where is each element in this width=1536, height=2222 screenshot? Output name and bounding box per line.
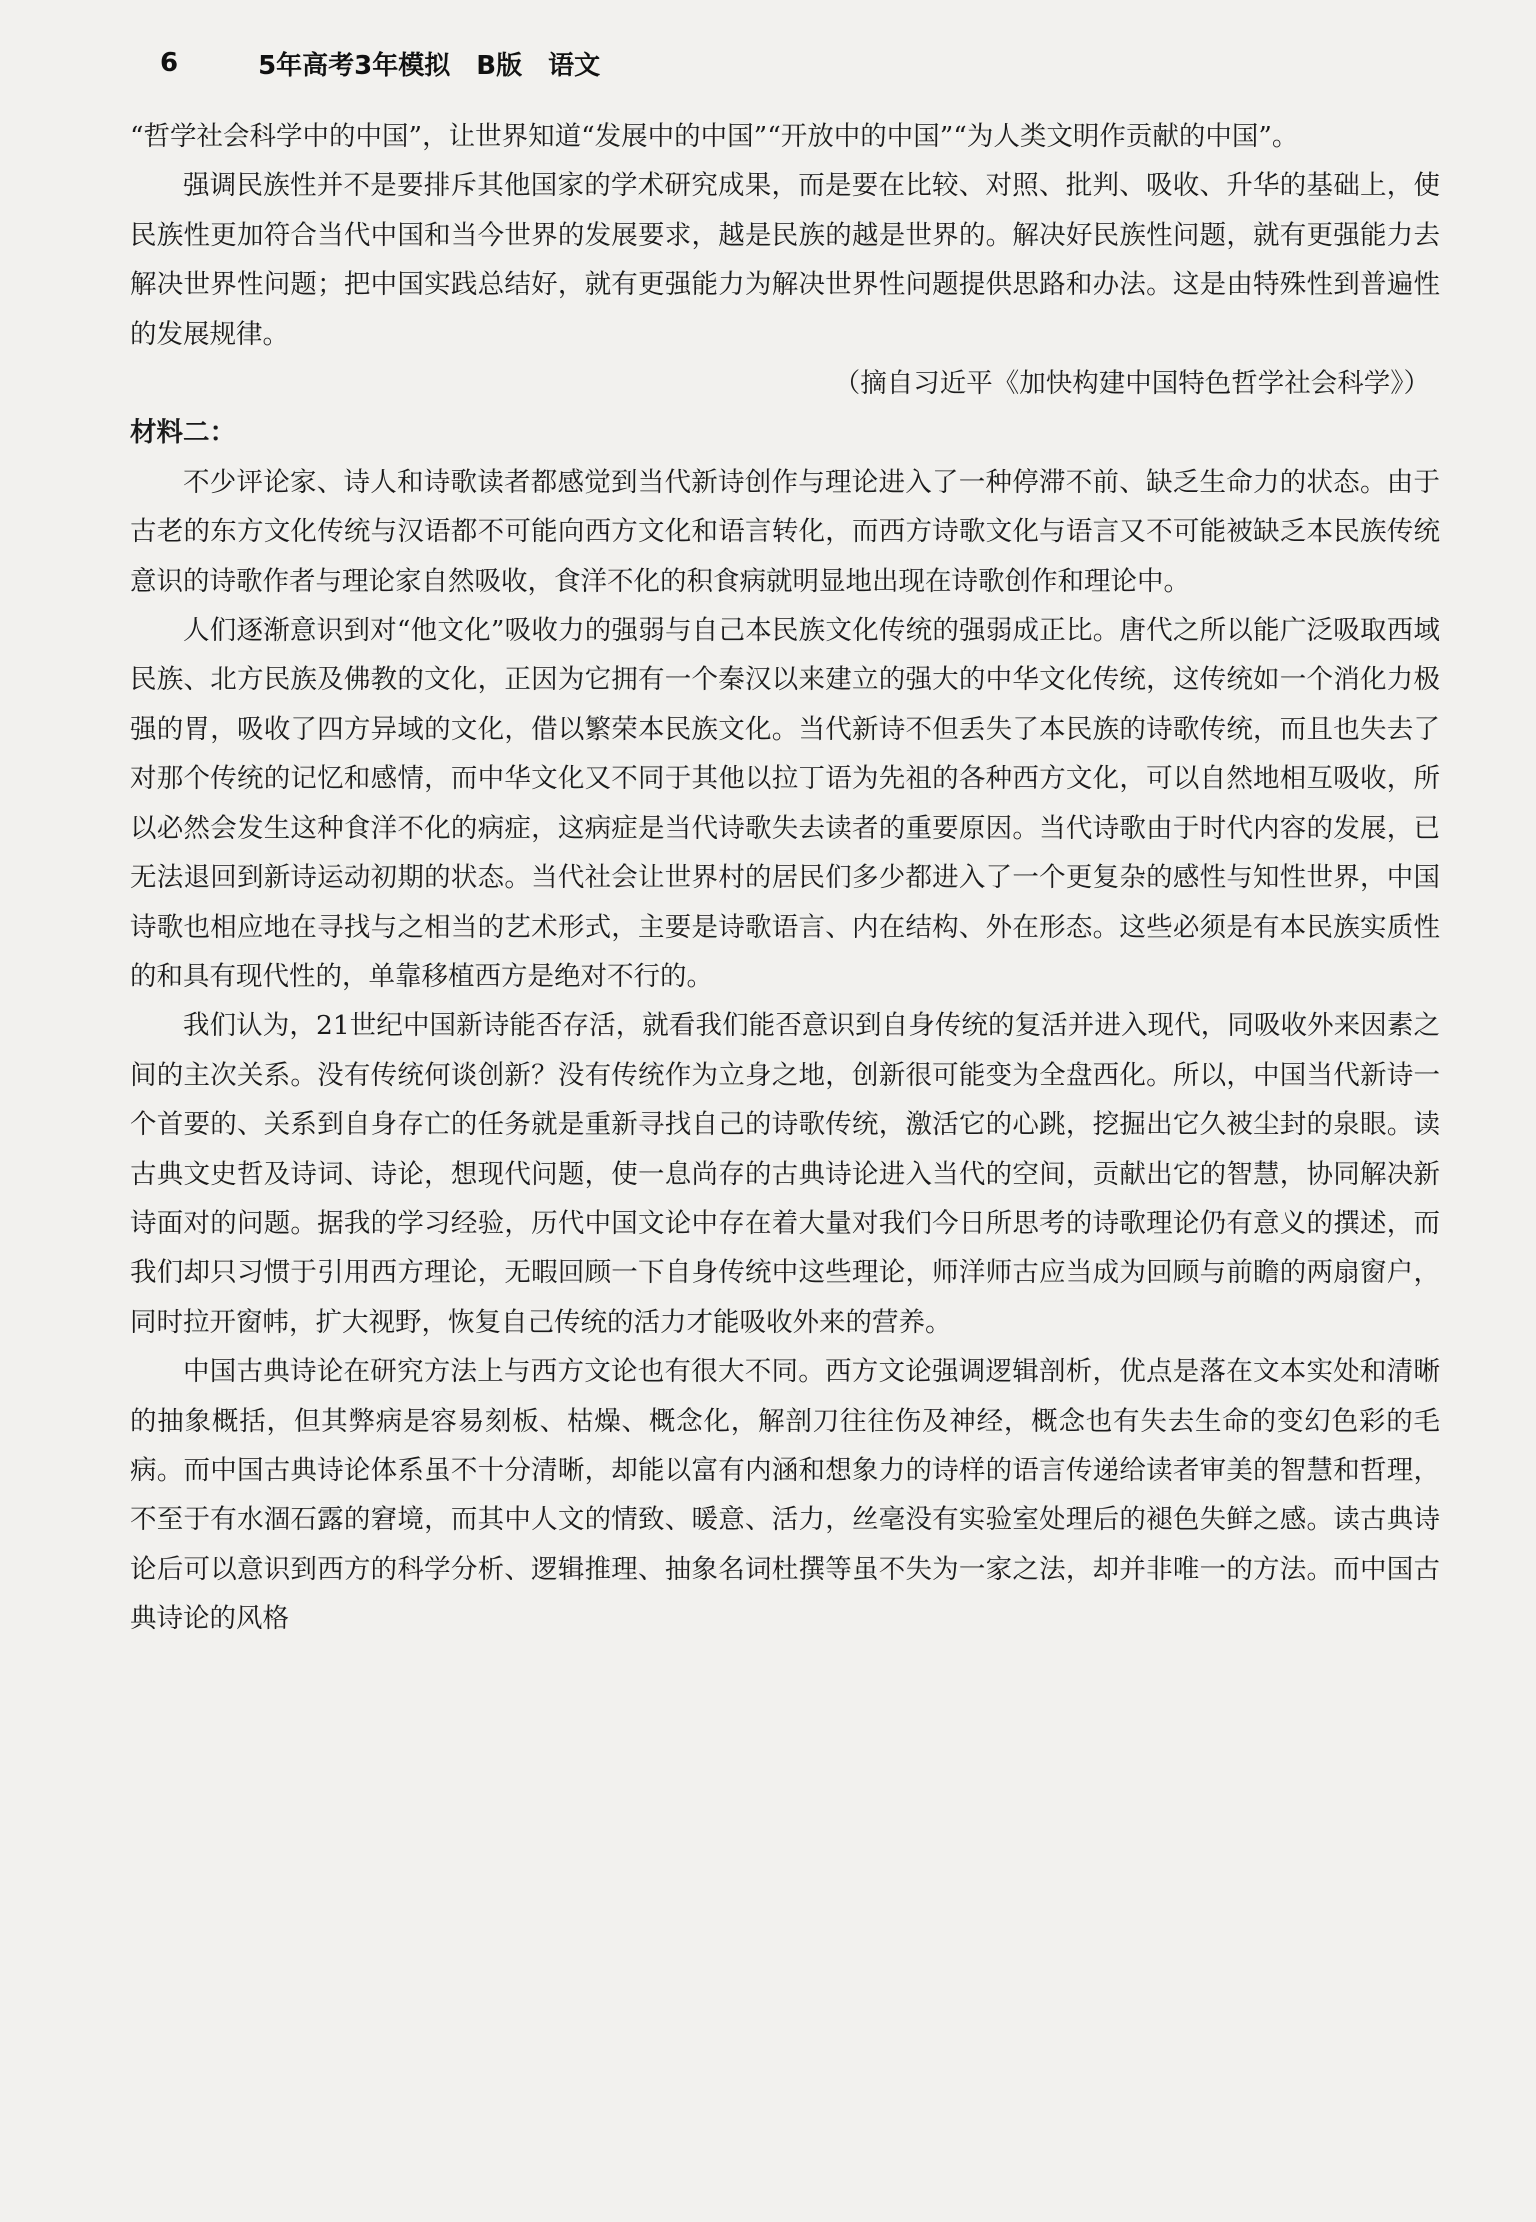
paragraph: 中国古典诗论在研究方法上与西方文论也有很大不同。西方文论强调逻辑剖析，优点是落在文本实处和清晰的抽象概括，但其弊病是容易刻板、枯燥、概念化，解剖刀往往伤及神经，概念也有失去生命的变幻色彩的毛病。而中国古典诗论体系虽不十分清晰，却能以富有内涵和想象力的诗样的语言传递给读者审美的智慧和哲理，不至于有水涸石露的窘境，而其中人文的情致、暖意、活力，丝毫没有实验室处理后的褪色失鲜之感。读古典诗论后可以意识到西方的科学分析、逻辑推理、抽象名词杜撰等虽不失为一家之法，却并非唯一的方法。而中国古典诗论的风格 [130,1356,1440,1635]
page-body [130,112,1440,1644]
paragraph: 不少评论家、诗人和诗歌读者都感觉到当代新诗创作与理论进入了一种停滞不前、缺乏生命力的状态。由于古老的东方文化传统与汉语都不可能向西方文化和语言转化，而西方诗歌文化与语言又不可能被缺乏本民族传统意识的诗歌作者与理论家自然吸收，食洋不化的积食病就明显地出现在诗歌创作和理论中。 [130,466,1440,597]
paragraph: 强调民族性并不是要排斥其他国家的学术研究成果，而是要在比较、对照、批判、吸收、升华的基础上，使民族性更加符合当代中国和当今世界的发展要求，越是民族的越是世界的。解决好民族性问题，就有更强能力去解决世界性问题；把中国实践总结好，就有更强能力为解决世界性问题提供思路和办法。这是由特殊性到普遍性的发展规律。 [130,170,1440,350]
book-title: 5年高考3年模拟 [258,50,451,81]
section-heading: 材料二： [130,417,236,449]
paragraph: 人们逐渐意识到对“他文化”吸收力的强弱与自己本民族文化传统的强弱成正比。唐代之所以能广泛吸取西域民族、北方民族及佛教的文化，正因为它拥有一个秦汉以来建立的强大的中华文化传统，这传统如一个消化力极强的胃，吸收了四方异域的文化，借以繁荣本民族文化。当代新诗不但丢失了本民族的诗歌传统，而且也失去了对那个传统的记忆和感情，而中华文化又不同于其他以拉丁语为先祖的各种西方文化，可以自然地相互吸收，所以必然会发生这种食洋不化的病症，这病症是当代诗歌失去读者的重要原因。当代诗歌由于时代内容的发展，已无法退回到新诗运动初期的状态。当代社会让世界村的居民们多少都进入了一个更复杂的感性与知性世界，中国诗歌也相应地在寻找与之相当的艺术形式，主要是诗歌语言、内在结构、外在形态。这些必须是有本民族实质性的和具有现代性的，单靠移植西方是绝对不行的。 [130,615,1440,992]
page-header [160,38,600,88]
paragraph: 我们认为，21世纪中国新诗能否存活，就看我们能否意识到自身传统的复活并进入现代，同吸收外来因素之间的主次关系。没有传统何谈创新？没有传统作为立身之地，创新很可能变为全盘西化。所以，中国当代新诗一个首要的、关系到自身存亡的任务就是重新寻找自己的诗歌传统，激活它的心跳，挖掘出它久被尘封的泉眼。读古典文史哲及诗词、诗论，想现代问题，使一息尚存的古典诗论进入当代的空间，贡献出它的智慧，协同解决新诗面对的问题。据我的学习经验，历代中国文论中存在着大量对我们今日所思考的诗歌理论仍有意义的撰述，而我们却只习惯于引用西方理论，无暇回顾一下自身传统中这些理论，师洋师古应当成为回顾与前瞻的两扇窗户，同时拉开窗帏，扩大视野，恢复自己传统的活力才能吸收外来的营养。 [130,1010,1440,1338]
source-citation: （摘自习近平《加快构建中国特色哲学社会科学》） [833,368,1430,400]
subject-label: 语文 [548,50,601,81]
page-number: 6 [160,48,179,78]
edition-label: B版 [476,50,523,81]
paragraph: “哲学社会科学中的中国”，让世界知道“发展中的中国”“开放中的中国”“为人类文明作贡献的中国”。 [130,121,1299,152]
